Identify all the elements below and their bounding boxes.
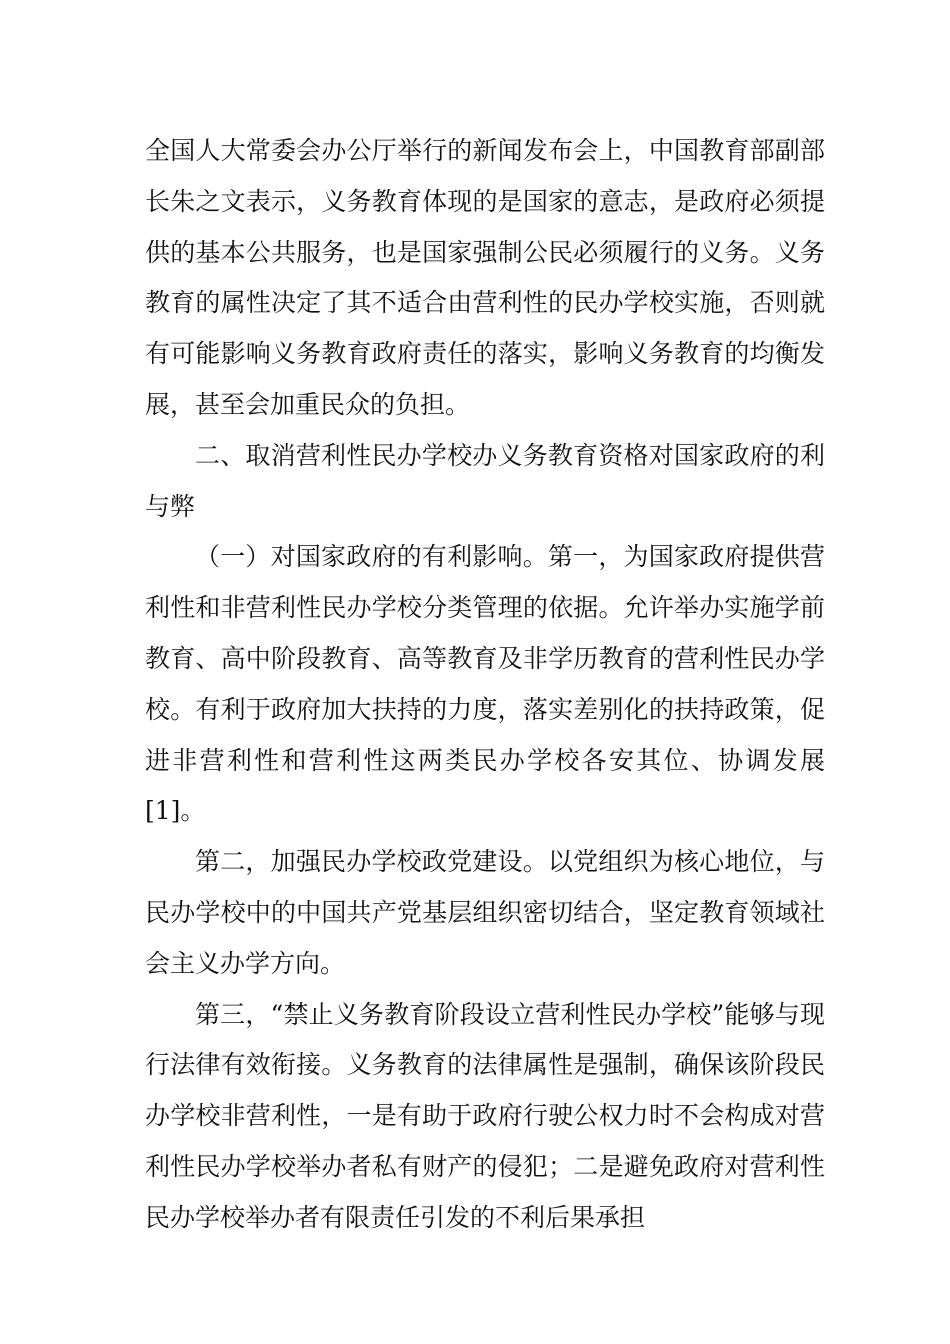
paragraph-second-point: 第二，加强民办学校政党建设。以党组织为核心地位，与民办学校中的中国共产党基层组织密切结合，坚定教育领域社会主义办学方向。 [145,847,825,978]
body-text [145,126,825,1244]
section-heading: 二、取消营利性民办学校办义务教育资格对国家政府的利与弊 [145,440,825,521]
paragraph-third-point: 第三，“禁止义务教育阶段设立营利性民办学校”能够与现行法律有效衔接。义务教育的法律属性是强制，确保该阶段民办学校非营利性，一是有助于政府行驶公权力时不会构成对营利性民办学校举办者私有财产的侵犯；二是避免政府对营利性民办学校举办者有限责任引发的不利后果承担 [145,999,825,1232]
paragraph-continuation: 全国人大常委会办公厅举行的新闻发布会上，中国教育部副部长朱之文表示，义务教育体现的是国家的意志，是政府必须提供的基本公共服务，也是国家强制公民必须履行的义务。义务教育的属性决定了其不适合由营利性的民办学校实施，否则就有可能影响义务教育政府责任的落实，影响义务教育的均衡发展，甚至会加重民众的负担。 [145,136,825,419]
paragraph-favorable-impact: （一）对国家政府的有利影响。第一，为国家政府提供营利性和非营利性民办学校分类管理的依据。允许举办实施学前教育、高中阶段教育、高等教育及非学历教育的营利性民办学校。有利于政府加大扶持的力度，落实差别化的扶持政策，促进非营利性和营利性这两类民办学校各安其位、协调发展[1]。 [145,542,825,826]
